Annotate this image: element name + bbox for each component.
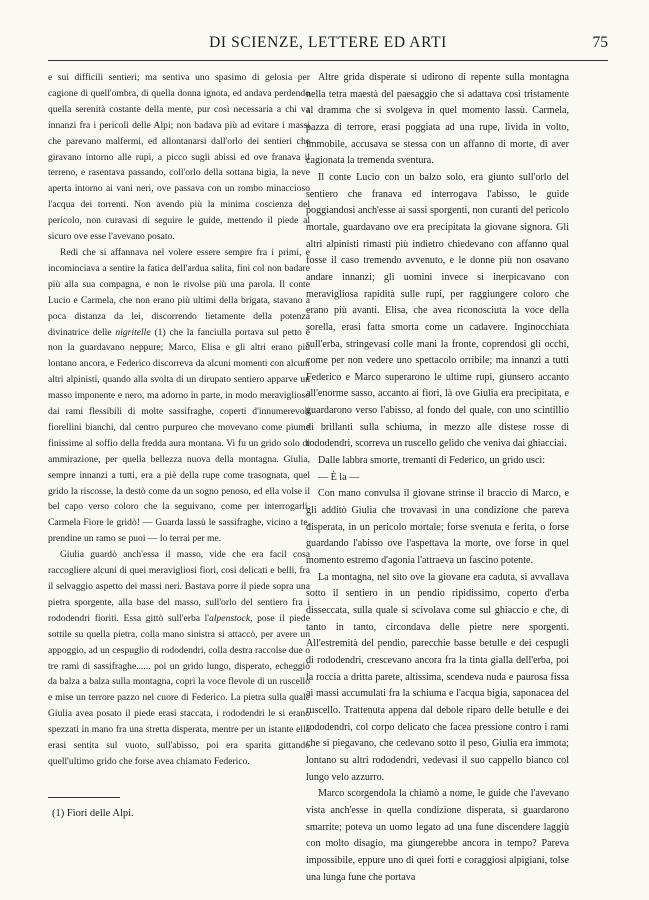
italic-term: nigritelle	[115, 326, 151, 338]
paragraph: — È la —	[318, 471, 360, 483]
paragraph: Il conte Lucio con un balzo solo, era giunto sull'orlo del sentiero che franava ed interrogava l'abisso, le guide poggiandosi anch'esse ai sassi sporgenti, non curanti del pericolo mortale, guardavano ove era precipitata la giovane signora. Gli altri alpinisti rimasti più indietro chiedevano con affanno qual fosse il caso tremendo avvenuto, e le donne più non osavano andare innanzi; gli uomini invece si inerpicavano con meravigliosa rapidità sulle rupi, per raggiungere coloro che erano più avanti. Elisa, che avea riconosciuta la voce della sorella, erasi fatta smorta come un cadavere. Inginocchiata sull'erba, stringevasi colle mani la fronte, coprendosi gli occhi, come per non vedere uno spettacolo orribile; ma innanzi a tutti Federico e Marco superarono le ultime rupi, giunsero accanto all'enorme sasso, accanto ai fiori, là ove Giulia era precipitata, e guardarono verso l'abisso, al fondo del quale, con uno scintillio di brillanti sulla schiuma, in mezzo alle distese rosse di rododendri, scorreva un ruscello gelido che veniva dai ghiacciai.	[306, 171, 569, 450]
paragraph: La montagna, nel sito ove la giovane era caduta, si avvallava sotto il sentiero in un pendio ripidissimo, coperto d'erba disseccata, sulla quale si scivolava come sul ghiaccio e che, di tanto in tanto, circondava delle pietre nere sporgenti. All'estremità del pendio, parecchie basse betulle e dei cespugli di rododendri, crescevano ancora fra la tinta gialla dell'erba, poi la roccia a dritta parete, altissima, scendeva nuda e paurosa fissa ai massi accumulati fra la schiuma e l'acqua bigia, saponacea del ruscello. Trattenuta appena dal debole riparo delle betulle e dei rododendri, col corpo delicato che facea pressione contro i rami che si piegavano, che cedevano sotto il peso, Giulia era immota; lontano su altri rododendri, vedevasi il suo cappello bianco col lungo velo azzurro.	[306, 571, 569, 783]
page-header	[48, 34, 608, 54]
text-run: Redi che si affannava nel volere essere sempre fra i primi, e incominciava a sentire la fatica dell'ardua salita, finì col non badare più alla sua compagna, e non le rivolse più una parola. Il conte Lucio e Carmela, che non erano più ultimi della brigata, stavano a poca distanza da lei, discorrendo lietamente della potenza divinatrice delle	[48, 246, 310, 338]
paragraph	[48, 245, 310, 547]
text-run: , pose il piede sottile su quella pietra, colla mano sinistra si attaccò, per avere un appoggio, ad un cespuglio di rododendri, colla destra raccolse due o tre rami di sassifraghe...... poi un grido lungo, disperato, echeggiò da balza a balza sulla montagna, coprì la voce flevole di un ruscello e mise un terrore pazzo nel cuore di Federico. La pietra sulla quale Giulia avea posato il piede erasi staccata, i rododendri le si erano spezzati in mano fra una stretta disperata, mentre per un istante ella erasi sentita sul vuoto, sull'abisso, poi era sparita gittando quell'ultimo grido che forse avea chiamato Federico.	[48, 612, 310, 767]
paragraph	[48, 547, 310, 770]
text-run: (1) che la fanciulla portava sul petto e non la guardavano neppure; Marco, Elisa e gli altri erano più lontano ancora, e Federico discorreva da alcuni momenti con alcuni altri alpinisti, quando alla svolta di un dirupato sentiero apparve un masso imponente e nero, ma adorno in parte, in modo meraviglioso dai rami flessibili di molte sassifraghe, coperti d'innumerevoli fiorellini bianchi, dal centro purpureo che movevano come piume finissime al soffio della fredda aura montana. Vi fu un grido solo di ammirazione, per quella bellezza nuova della montagna. Giulia, sempre innanzi a tutti, era a piè della rupe come trasognata, quel grido la riscosse, la destò come da un sogno penoso, ed ella volse il bel capo verso coloro che la seguivano, come per interrogarli. Carmela Fiore le gridò! — Guarda lassù le sassifraghe, vicino a te, prendine un ramo se puoi — lo terrai per me.	[48, 326, 310, 545]
paragraph: Altre grida disperate si udirono di repente sulla montagna nella tetra maestà del paesaggio che si adattava così tristamente al dramma che si svolgeva in quel momento lassù. Carmela, pazza di terrore, erasi poggiata ad una rupe, livida in volto, immobile, accusava se stessa con un affanno di morte, di aver cagionata la tremenda sventura.	[306, 72, 569, 167]
left-column	[48, 70, 310, 770]
paragraph: Marco scorgendola la chiamò a nome, le guide che l'avevano vista anch'esse in quella condizione disperata, si guardarono smarrite; poteva un uomo legato ad una fune discendere laggiù con molto disagio, ma giungerebbe ancora in tempo? Pareva impossibile, eppure uno di quei forti e coraggiosi alpigiani, tolse una lunga fune che portava	[306, 788, 569, 883]
paragraph: Dalle labbra smorte, tremanti di Federico, un grido uscì:	[318, 455, 546, 467]
paragraph: e sui difficili sentieri; ma sentiva uno spasimo di gelosia per cagione di quell'ombra, di quella donna ignota, ed andava perdendo quella serenità costante della mente, pur così necessaria a chi va innanzi fra i pericoli delle Alpi; non badava più ad evitare i massi che parevano malfermi, ed allontanarsi dall'orlo dei sentieri che giravano intorno alle rupi, a picco sugli abissi ed ove franava il terreno, e rasentava passando, coll'orlo della sottana bigia, la neve aperta intorno ai vani neri, ove passava con un rombo minaccioso l'acqua dei torrenti. Non avendo più la minima coscienza del pericolo, non curavasi di seguire le guide, mettendo il piede al sicuro ove esse l'avevano posato.	[48, 72, 310, 243]
footnote-rule	[48, 797, 120, 798]
footnote: (1) Fiori delle Alpi.	[52, 808, 134, 819]
paragraph: Con mano convulsa il giovane strinse il braccio di Marco, e gli additò Giulia che trovavasi in una condizione che pareva disperata, in un pericolo mortale; forse svenuta e ferita, o forse guardando l'abisso ove l'aspettava la morte, ove forse in quel momento estremo d'agonia l'attraeva un fascino potente.	[306, 488, 569, 567]
text-run: Giulia guardò anch'essa il masso, vide che era facil cosa raccogliere alcuni di quei meravigliosi fiori, così delicati e belli, fra il selvaggio aspetto dei massi neri. Bastava porre il piede sopra una pietra sporgente, alla base del masso, sull'orlo del sentiero fra i rododendri fioriti. Essa gittò sull'erba l'	[48, 549, 310, 624]
running-title: DI SCIENZE, LETTERE ED ARTI	[209, 34, 447, 51]
italic-term: alpenstock	[209, 612, 251, 624]
header-rule	[48, 60, 608, 61]
page-number: 75	[592, 34, 608, 51]
right-column	[306, 70, 569, 886]
